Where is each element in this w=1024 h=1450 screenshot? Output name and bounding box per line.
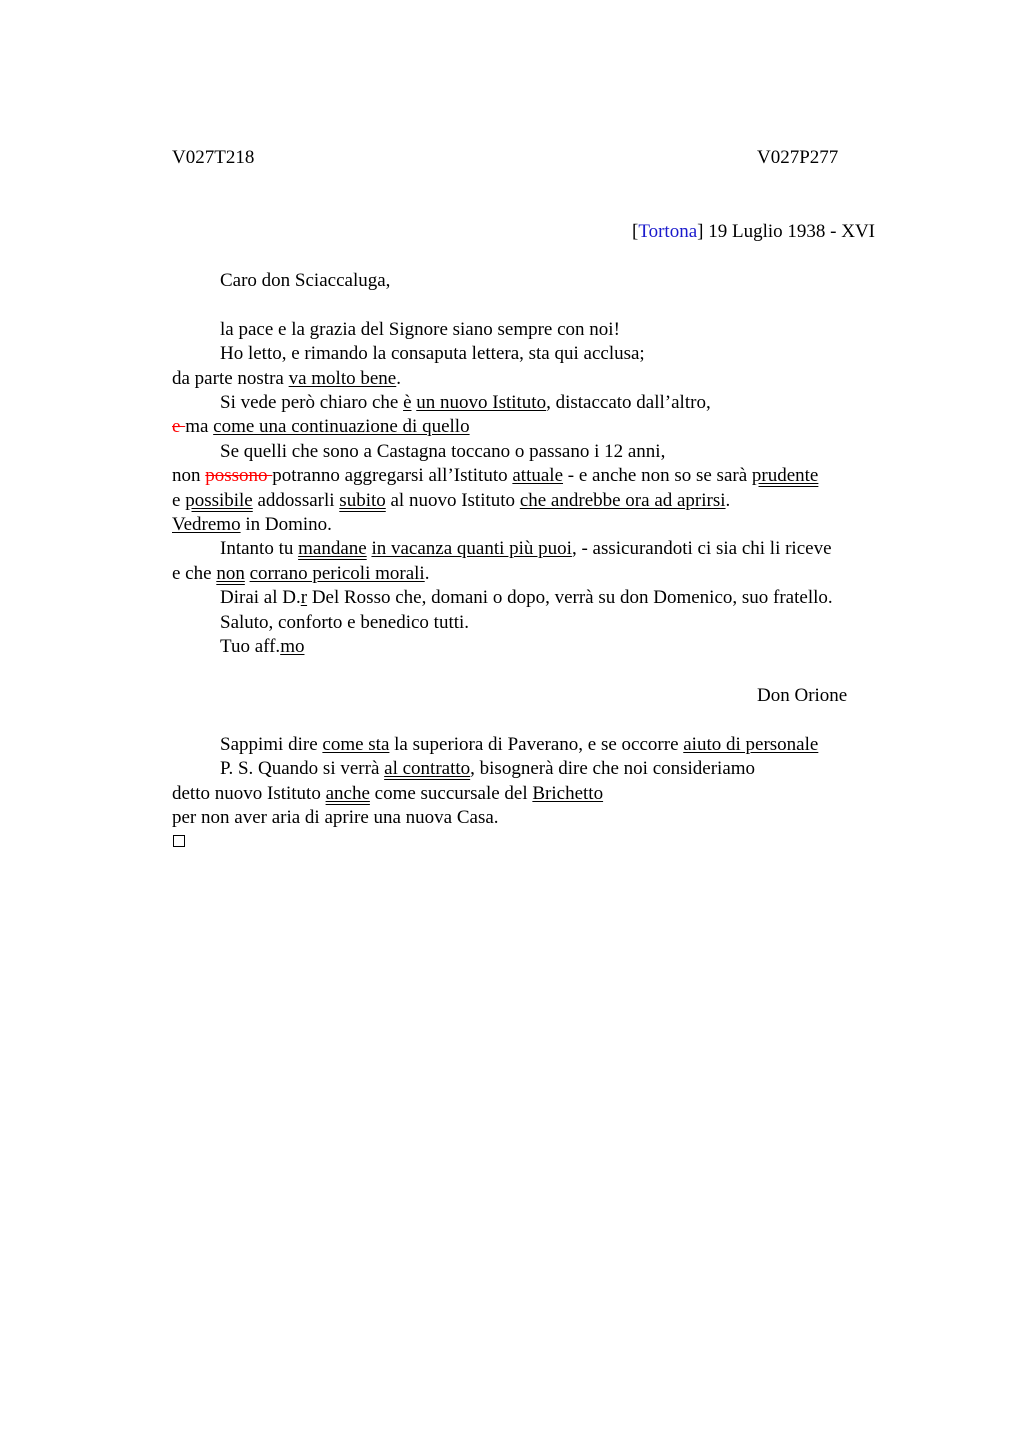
body-line — [172, 368, 401, 390]
double-underlined-text: mandane — [298, 538, 367, 559]
end-marker-box — [173, 835, 185, 847]
text-run: da parte nostra — [172, 368, 289, 389]
double-underlined-text: al contratto — [384, 758, 471, 779]
underlined-text: che andrebbe ora ad aprirsi — [519, 490, 726, 511]
text-run: ma — [185, 416, 214, 437]
underlined-text: aiuto di personale — [683, 734, 819, 755]
text-run: Si vede però chiaro che — [220, 392, 404, 413]
body-line — [220, 538, 832, 560]
text-run: . — [424, 563, 430, 584]
text-run: come succursale del — [369, 783, 533, 804]
body-line: Saluto, conforto e benedico tutti. — [220, 612, 470, 633]
text-run: non — [172, 465, 206, 486]
body-line — [172, 465, 818, 487]
text-run: , bisognerà dire che noi consideriamo — [470, 758, 756, 779]
text-run: , - assicurandoti ci sia chi li riceve — [571, 538, 832, 559]
double-underlined-text: possibile — [185, 490, 253, 511]
document-code-left: V027T218 — [172, 147, 255, 168]
body-line: Ho letto, e rimando la consaputa lettera, sta qui acclusa; — [220, 343, 645, 364]
underlined-text: come una continuazione di quello — [213, 416, 470, 437]
text-run: . — [396, 368, 401, 389]
deleted-text: possono — [205, 465, 273, 486]
salutation: Caro don Sciaccaluga, — [220, 270, 391, 291]
signature: Don Orione — [757, 685, 848, 706]
text-run: Intanto tu — [220, 538, 299, 559]
text-run: detto nuovo Istituto — [172, 783, 326, 804]
double-underlined-text: non — [216, 563, 245, 584]
underlined-text: come sta — [322, 734, 390, 755]
underlined-text: un nuovo Istituto — [416, 392, 547, 413]
double-underlined-text: subito — [339, 490, 386, 511]
postscript-line — [220, 734, 818, 756]
text-run: , distaccato dall’altro, — [546, 392, 711, 413]
text-run: addossarli — [252, 490, 340, 511]
text-run: la superiora di Paverano, e se occorre — [389, 734, 684, 755]
double-underlined-text: anche — [325, 783, 370, 804]
place-name: Tortona — [638, 221, 698, 242]
dateline — [632, 221, 875, 243]
text-run: P. S. Quando si verrà — [220, 758, 385, 779]
text-run: - e anche non so se sarà — [563, 465, 752, 486]
body-line — [172, 416, 470, 438]
bracket-close: ] — [697, 221, 704, 242]
underlined-text: r — [300, 587, 308, 608]
body-line — [172, 490, 730, 512]
text-run: in Domino. — [240, 514, 332, 535]
bracket-open: [ — [632, 221, 639, 242]
underlined-text: Vedremo — [172, 514, 241, 535]
underlined-text: attuale — [512, 465, 564, 486]
underlined-text: in vacanza quanti più puoi — [371, 538, 572, 559]
text-run: potranno aggregarsi all’Istituto — [272, 465, 513, 486]
double-underlined-text: prudente — [751, 465, 819, 486]
underlined-text: corrano pericoli morali — [249, 563, 425, 584]
underlined-text: va molto bene — [288, 368, 397, 389]
document-code-right: V027P277 — [757, 147, 839, 168]
text-run: e che — [172, 563, 217, 584]
text-run: al nuovo Istituto — [385, 490, 520, 511]
text-run: . — [725, 490, 731, 511]
text-run: Tuo aff. — [220, 636, 281, 657]
postscript-line — [220, 758, 755, 780]
underlined-text: mo — [280, 636, 305, 657]
text-run: e — [172, 490, 186, 511]
deleted-text: e — [172, 416, 186, 437]
body-line: Se quelli che sono a Castagna toccano o passano i 12 anni, — [220, 441, 666, 462]
postscript-line — [172, 783, 603, 805]
body-line: la pace e la grazia del Signore siano sempre con noi! — [220, 319, 620, 340]
body-line — [172, 563, 429, 585]
date-text: 19 Luglio 1938 - XVI — [703, 221, 875, 242]
body-line — [172, 514, 332, 536]
text-run: Del Rosso che, domani o dopo, verrà su don Domenico, suo fratello. — [307, 587, 833, 608]
text-run: Sappimi dire — [220, 734, 323, 755]
body-line — [220, 587, 833, 609]
body-line — [220, 392, 711, 414]
underlined-text: Brichetto — [532, 783, 604, 804]
closing — [220, 636, 304, 658]
text-run: Dirai al D. — [220, 587, 301, 608]
underlined-text: è — [403, 392, 412, 413]
postscript-line: per non aver aria di aprire una nuova Casa. — [172, 807, 499, 828]
